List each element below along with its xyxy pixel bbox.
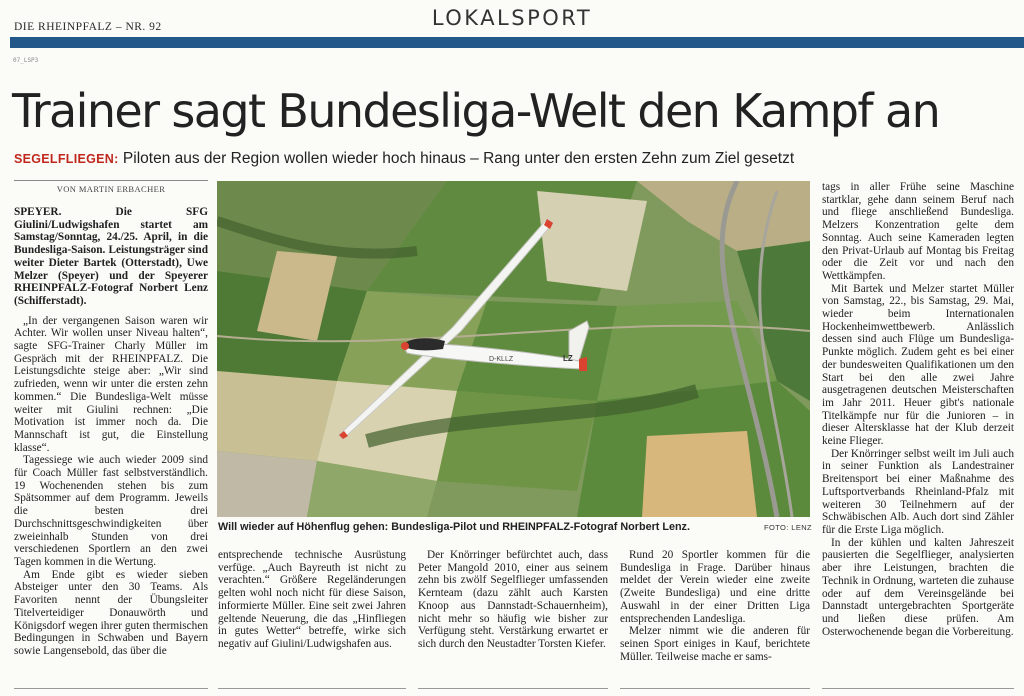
paragraph: Der Knörringer befürchtet auch, dass Peter Mangold 2010, einer aus seinem zehn bis zwölf Segelflieger umfassenden Kernteam (dazu zählt auch Karsten Knoop aus Dannstadt-Schauernheim), nicht mehr so häufig wie bisher zur Verfügung steht. Verstärkung erwartet er sich durch den Neustadter Torsten Kiefer. [418, 549, 608, 650]
byline-block [14, 180, 208, 194]
paragraph: tags in aller Frühe seine Maschine startklar, gehe dann seinem Beruf nach und fliege anschließend Bundesliga. Melzers Konzentration gelte dem Sonntag. Auch seine Kameraden legten den Privat-Urlaub auf Montag bis Freitag oder die Zeit vor und nach den Wettkämpfen. [822, 181, 1014, 282]
article-column-2 [218, 549, 406, 669]
subheadline-text: Piloten aus der Region wollen wieder hoch hinaus – Rang unter den ersten Zehn zum Ziel gesetzt [122, 150, 795, 167]
paragraph: Tagessiege wie auch wieder 2009 sind für Coach Müller fast selbstverständlich. 19 Wochenenden stehen bis zum Spätsommer auf dem Programm. Jeweils die besten drei Durchschnittsgeschwindigkeiten über zweieinhalb Stunden von drei verschiedenen Sportlern an den zwei Tagen kommen in die Wertung. [14, 454, 208, 568]
bottom-rule [14, 688, 208, 689]
kicker: SEGELFLIEGEN: [14, 152, 119, 166]
section-bar [10, 37, 1024, 48]
section-title: LOKALSPORT [431, 6, 593, 30]
subheadline [14, 149, 1014, 169]
glider-registration: D-KLLZ [489, 356, 514, 363]
paragraph: Melzer nimmt wie die anderen für seinen Sport einiges in Kauf, berichtete Müller. Teilweise mache er sams- [620, 625, 810, 663]
paragraph: In der kühlen und kalten Jahreszeit pausierten die Segelflieger, analysierten aber ihre Leistungen, brachten die Technik in Ordnung, warteten die zuhause oder auf dem Vereinsgelände bei Dannstadt untergebrachten Sportgeräte und ließen diese prüfen. Am Osterwochenende began die Vorbereitung. [822, 536, 1014, 638]
bottom-rule [822, 688, 1014, 689]
photo-illustration [217, 181, 810, 517]
article-column-1 [14, 206, 208, 668]
glider-aerial-photo [217, 181, 810, 517]
page-code: 07_LSP3 [13, 57, 39, 64]
bottom-rule [418, 688, 608, 689]
byline-rule [14, 180, 208, 181]
article-column-3 [418, 549, 608, 669]
newspaper-name: DIE RHEINPFALZ – NR. 92 [14, 21, 162, 33]
bottom-rule [218, 688, 406, 689]
bottom-rule [620, 688, 810, 689]
paragraph: Mit Bartek und Melzer startet Müller von Samstag, 22., bis Samstag, 29. Mai, wieder beim Internationalen Hockenheimwettbewerb. Anlässlich dessen sind auch Flüge um Bundesliga-Punkte möglich. Zudem geht es bei einer der bundesweiten Qualifikationen um den Start bei den alle zwei Jahre ausgetragenen deutschen Meisterschaften im Jahr 2011. Heuer gibt's nationale Titelkämpfe nur für die Junioren – in dieser Altersklasse hat der Klub derzeit keine Flieger. [822, 282, 1014, 448]
paragraph: Der Knörringer selbst weilt im Juli auch in seiner Funktion als Landestrainer Breitensport bei einer Maßnahme des Luftsportverbands Rheinland-Pfalz mit weiteren 30 Teilnehmern auf der Schwäbischen Alb. Auch dort sind Zähler für die Erste Liga möglich. [822, 447, 1014, 536]
lead-paragraph: SPEYER. Die SFG Giulini/Ludwigshafen startet am Samstag/Sonntag, 24./25. April, in die Bundesliga-Saison. Leistungsträger sind weiter Dieter Bartek (Otterstadt), Uwe Melzer (Speyer) und der Speyerer RHEINPFALZ-Fotograf Norbert Lenz (Schifferstadt). [14, 206, 208, 307]
glider-tail-mark: LZ [563, 354, 573, 363]
byline: VON MARTIN ERBACHER [56, 184, 166, 194]
paragraph: Rund 20 Sportler kommen für die Bundesliga in Frage. Darüber hinaus meldet der Verein wieder eine zweite (Zweite Bundesliga) und eine dritte Auswahl in der einer Dritten Liga entsprechenden Landesliga. [620, 549, 810, 625]
photo-caption: Will wieder auf Höhenflug gehen: Bundesliga-Pilot und RHEINPFALZ-Fotograf Norbert Lenz. [218, 521, 690, 533]
article-column-5 [822, 181, 1014, 669]
paragraph: „In der vergangenen Saison waren wir Achter. Wir wollen unser Niveau halten“, sagte SFG-Trainer Charly Müller im Gespräch mit der RHEINPFALZ. Die Leistungsdichte steige aber: „Wir sind zufrieden, wenn wir unter die ersten zehn kommen.“ Die Bundesliga-Welt müsse weiter mit Giulini rechnen: „Die Motivation ist immer noch da. Die Mannschaft ist gut, die Einstellung klasse“. [14, 314, 208, 454]
headline: Trainer sagt Bundesliga-Welt den Kampf an [12, 84, 940, 138]
photo-credit: FOTO: LENZ [764, 523, 813, 532]
paragraph: entsprechende technische Ausrüstung verfüge. „Auch Bayreuth ist nicht zu verachten.“ Größere Regeländerungen gelten wohl noch nicht für diese Saison, informierte Müller. Eine seit zwei Jahren geltende Neuerung, die das „Hinfliegen in gutes Wetter“ betreffe, wirke sich negativ auf Giulini/Ludwigshafen aus. [218, 549, 406, 650]
paragraph: Am Ende gibt es wieder sieben Absteiger unter den 30 Teams. Als Favoriten nennt der Übungsleiter Titelverteidiger Donauwörth und Königsdorf wegen ihrer guten thermischen Bedingungen in Schwaben und Bayern sowie Langensebold, das über die [14, 568, 208, 657]
article-column-4 [620, 549, 810, 669]
